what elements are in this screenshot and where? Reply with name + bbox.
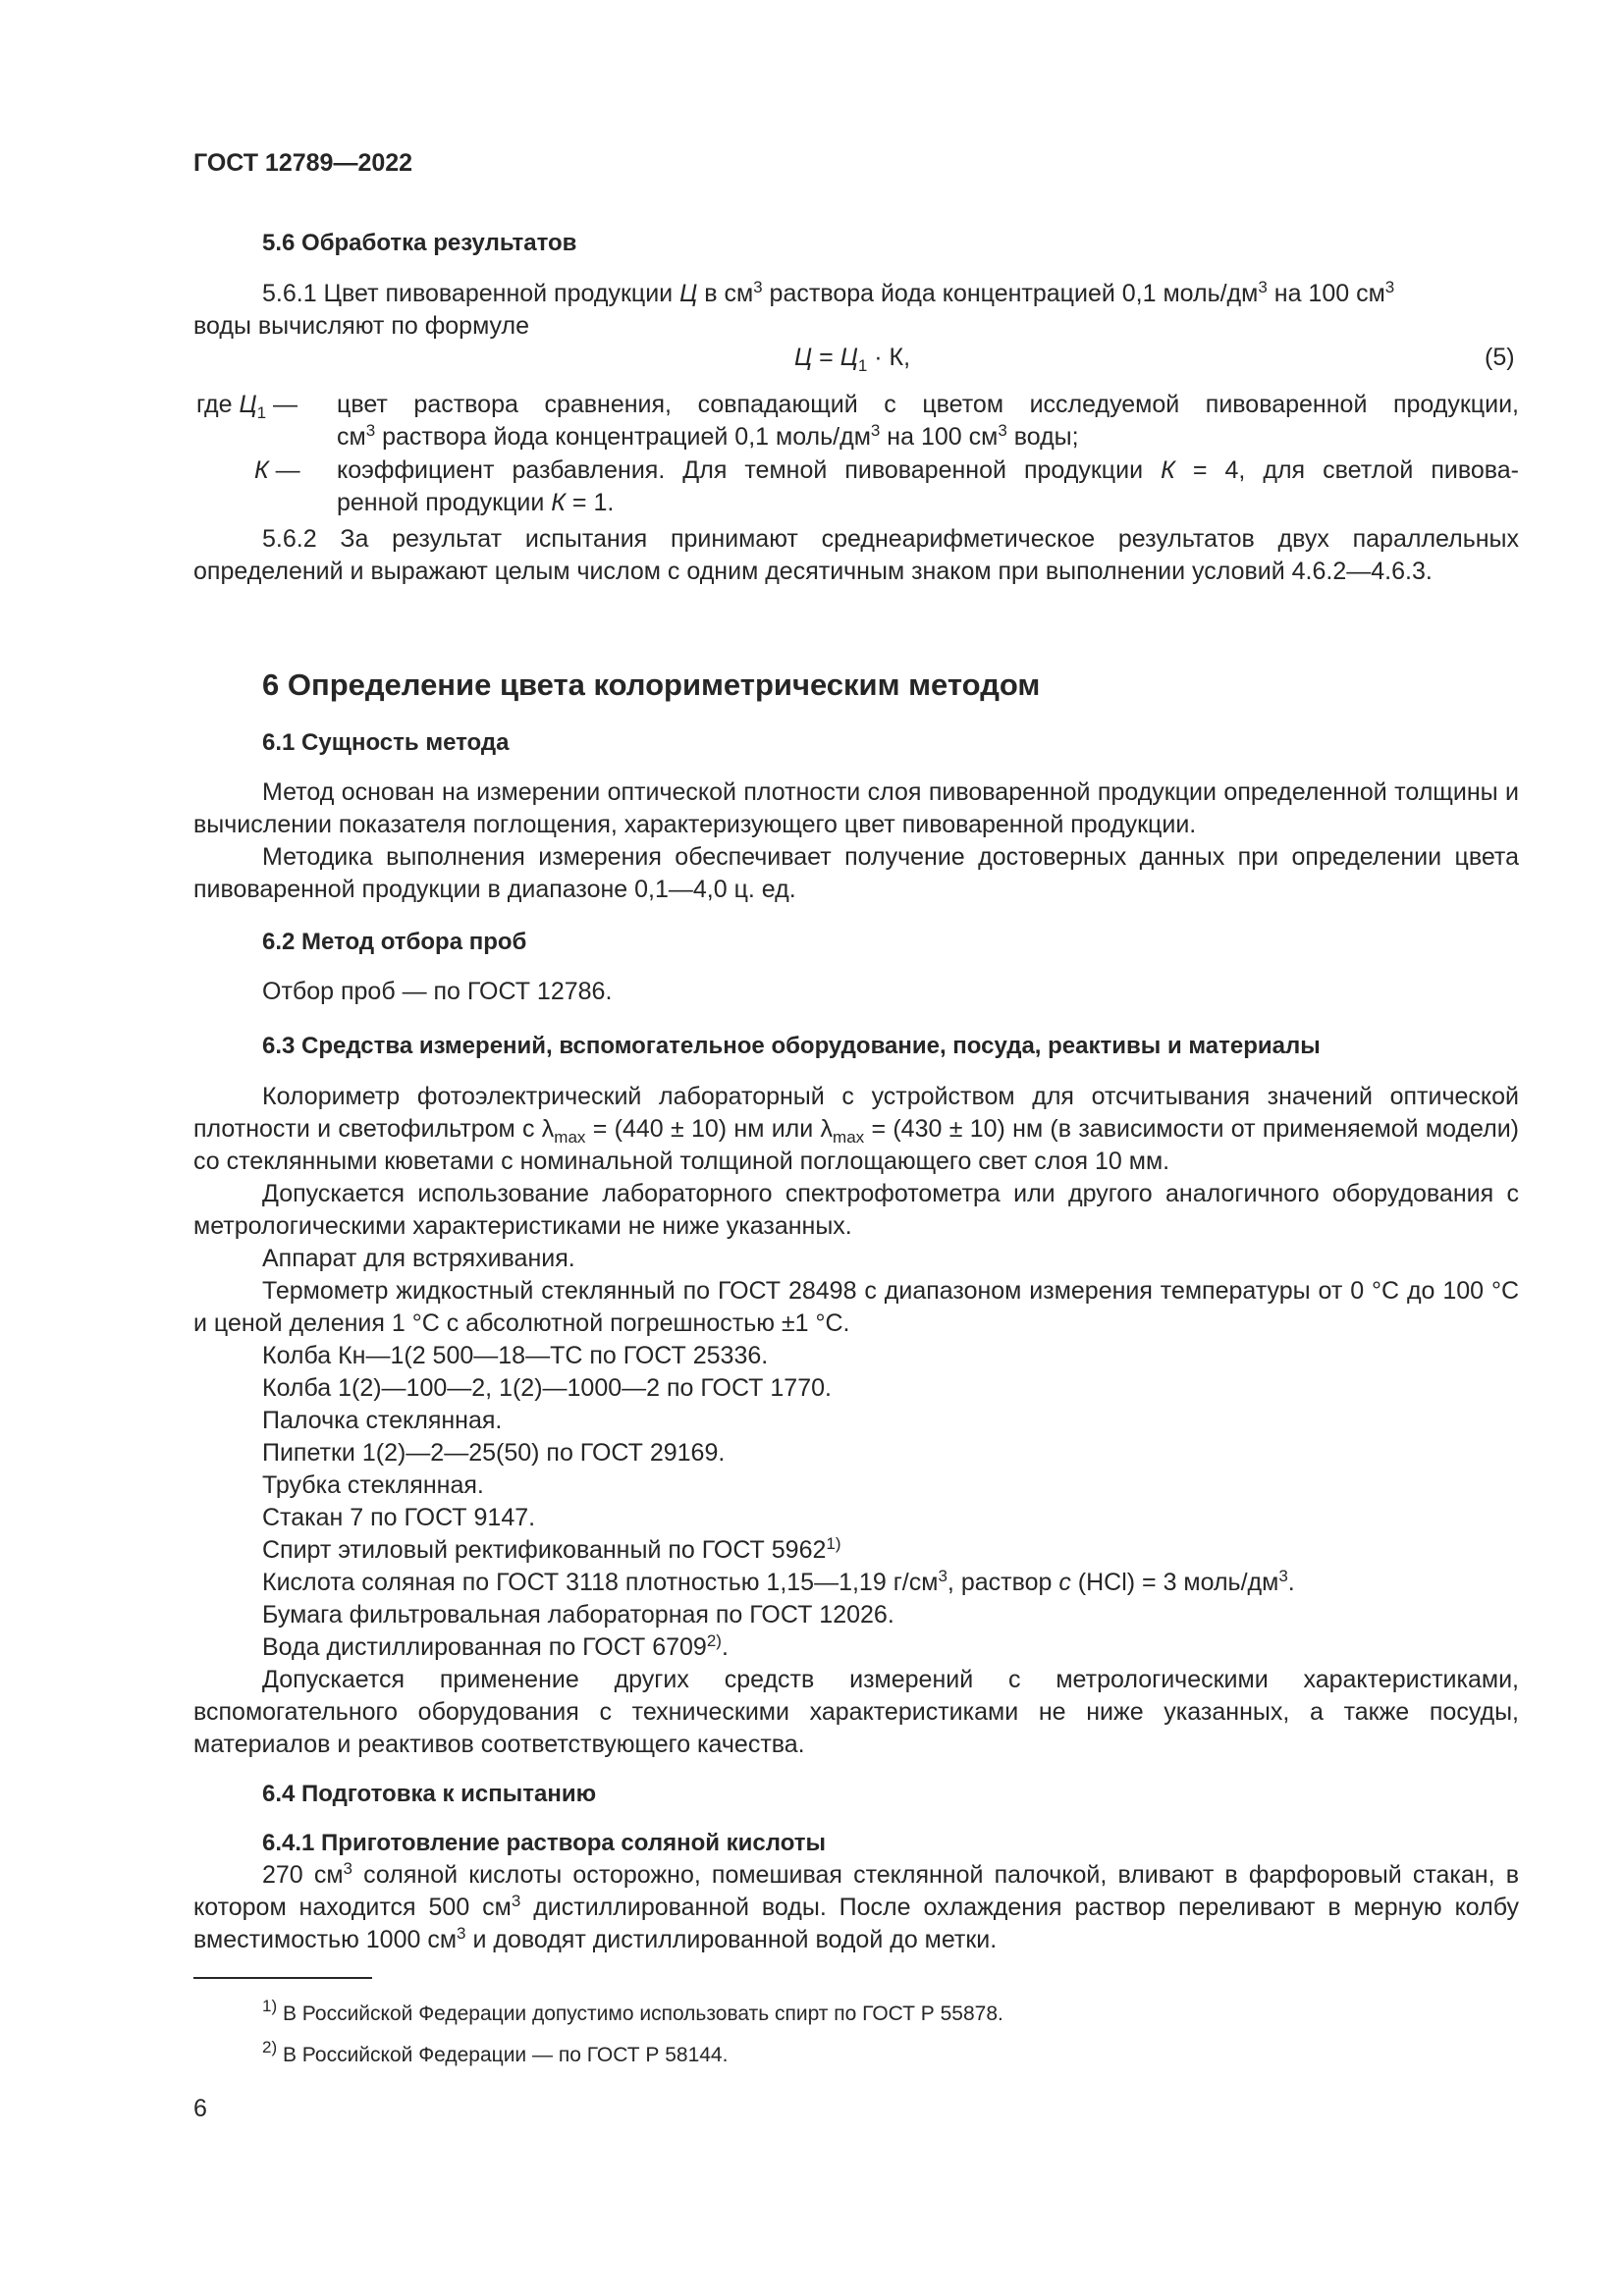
- para-6-1-2: Методика выполнения измерения обеспечивает получение достоверных данных при определении цвета пивоваренной продукции в диапазоне 0,1—4,0 ц. ед.: [193, 843, 1519, 903]
- para-6-2-1: Отбор проб — по ГОСТ 12786.: [262, 978, 613, 1005]
- list-item: Колба 1(2)—100—2, 1(2)—1000—2 по ГОСТ 1770.: [262, 1374, 832, 1402]
- para-6-3-thermometer: Термометр жидкостный стеклянный по ГОСТ 28498 с диапазоном измерения температуры от 0 °С до 100 °С и ценой деления 1 °С с абсолютной погрешностью ±1 °С.: [193, 1277, 1519, 1337]
- list-item-acid: Кислота соляная по ГОСТ 3118 плотностью 1,15—1,19 $г/см^3$, раствор с (HCl) = 3 моль/$дм^3$.: [262, 1567, 1295, 1596]
- footnote-1: $^{1)}$ В Российской Федерации допустимо использовать спирт по ГОСТ Р 55878.: [262, 1997, 1003, 2025]
- formula-5: $Ц = Ц_1 \cdot К$,: [794, 344, 911, 375]
- list-item: Колба Кн—1(2 500—18—ТС по ГОСТ 25336.: [262, 1342, 769, 1369]
- where-def-2: коэффициент разбавления. Для темной пивоваренной продукции К = 4, для светлой пивова- ренной продукции К = 1.: [337, 456, 1519, 516]
- para-6-3-alternatives: Допускается применение других средств измерений с метрологическими характеристиками, вспомогательного оборудования с техническими характеристиками не ниже указанных, а также посуды, материалов и реактивов соответствующего качества.: [193, 1666, 1519, 1758]
- para-5-6-1-line1: 5.6.1 Цвет пивоваренной продукции Ц в $см^3$ раствора йода концентрацией 0,1 моль/$дм^3$ на 100 $см^3$: [262, 278, 1395, 307]
- para-6-3-colorimeter: Колориметр фотоэлектрический лабораторный с устройством для отсчитывания значений оптической плотности и светофильтром с $\lambda_{max} = (440 \pm 10)$ нм или $\lambda_{max} = (430 \pm 10)$ нм (в зависимости от применяемой модели) со стеклянными кюветами с номинальной толщиной поглощающего свет слоя 10 мм.: [193, 1083, 1520, 1175]
- document-page: [193, 0, 1519, 2296]
- para-5-6-2: 5.6.2 За результат испытания принимают среднеарифметическое результатов двух параллельных определений и выражают целым числом с одним десятичным знаком при выполнении условий 4.6.2—4.6.3.: [193, 525, 1519, 585]
- list-item: Стакан 7 по ГОСТ 9147.: [262, 1504, 536, 1531]
- para-5-6-1-line2: воды вычисляют по формуле: [193, 312, 529, 340]
- para-6-4-1: 270 $см^3$ соляной кислоты осторожно, помешивая стеклянной палочкой, вливают в фарфоровый стакан, в котором находится 500 $см^3$ дистиллированной воды. После охлаждения раствор переливают в мерную колбу вместимостью 1000 $см^3$ и доводят дистиллированной водой до метки.: [193, 1859, 1520, 1953]
- list-item-paper: Бумага фильтровальная лабораторная по ГОСТ 12026.: [262, 1601, 894, 1629]
- section-6-heading: 6 Определение цвета колориметрическим методом: [262, 667, 1041, 702]
- section-6-1-heading: 6.1 Сущность метода: [262, 729, 510, 756]
- para-6-1-1: Метод основан на измерении оптической плотности слоя пивоваренной продукции определенной толщины и вычислении показателя поглощения, характеризующего цвет пивоваренной продукции.: [193, 778, 1519, 838]
- list-item: Пипетки 1(2)—2—25(50) по ГОСТ 29169.: [262, 1439, 726, 1467]
- list-item: Трубка стеклянная.: [262, 1471, 484, 1499]
- section-5-6-heading: 5.6 Обработка результатов: [262, 230, 577, 256]
- footnote-2: $^{2)}$ В Российской Федерации — по ГОСТ Р 58144.: [262, 2038, 729, 2066]
- para-6-3-shaker: Аппарат для встряхивания.: [262, 1245, 575, 1272]
- section-6-4-heading: 6.4 Подготовка к испытанию: [262, 1781, 597, 1807]
- list-item: Палочка стеклянная.: [262, 1407, 503, 1434]
- footnote-ref-2[interactable]: 2): [706, 1631, 722, 1650]
- where-term-1: где $Ц_1$ —: [196, 391, 298, 422]
- where-def-1: цвет раствора сравнения, совпадающий с цветом исследуемой пивоваренной продукции, $см^3$ раствора йода концентрацией 0,1 моль/$дм^3$ на 100 $см^3$ воды;: [337, 391, 1519, 451]
- list-item-water: Вода дистиллированная по ГОСТ 6709$^{2)}$.: [262, 1631, 729, 1661]
- where-term-2: К —: [254, 456, 300, 484]
- list-item-spirit: Спирт этиловый ректификованный по ГОСТ 5962$^{1)}$: [262, 1534, 841, 1564]
- page-number: 6: [193, 2095, 207, 2122]
- section-6-4-1-heading: 6.4.1 Приготовление раствора соляной кислоты: [262, 1830, 827, 1856]
- formula-number: (5): [1485, 344, 1515, 371]
- footnote-ref-1[interactable]: 1): [826, 1534, 841, 1553]
- document-header: ГОСТ 12789—2022: [193, 149, 413, 177]
- footnote-separator: [193, 1977, 372, 1979]
- section-6-2-heading: 6.2 Метод отбора проб: [262, 929, 527, 955]
- section-6-3-heading: 6.3 Средства измерений, вспомогательное оборудование, посуда, реактивы и материалы: [262, 1033, 1321, 1059]
- para-6-3-spectrophotometer: Допускается использование лабораторного спектрофотометра или другого аналогичного оборудования с метрологическими характеристиками не ниже указанных.: [193, 1180, 1519, 1240]
